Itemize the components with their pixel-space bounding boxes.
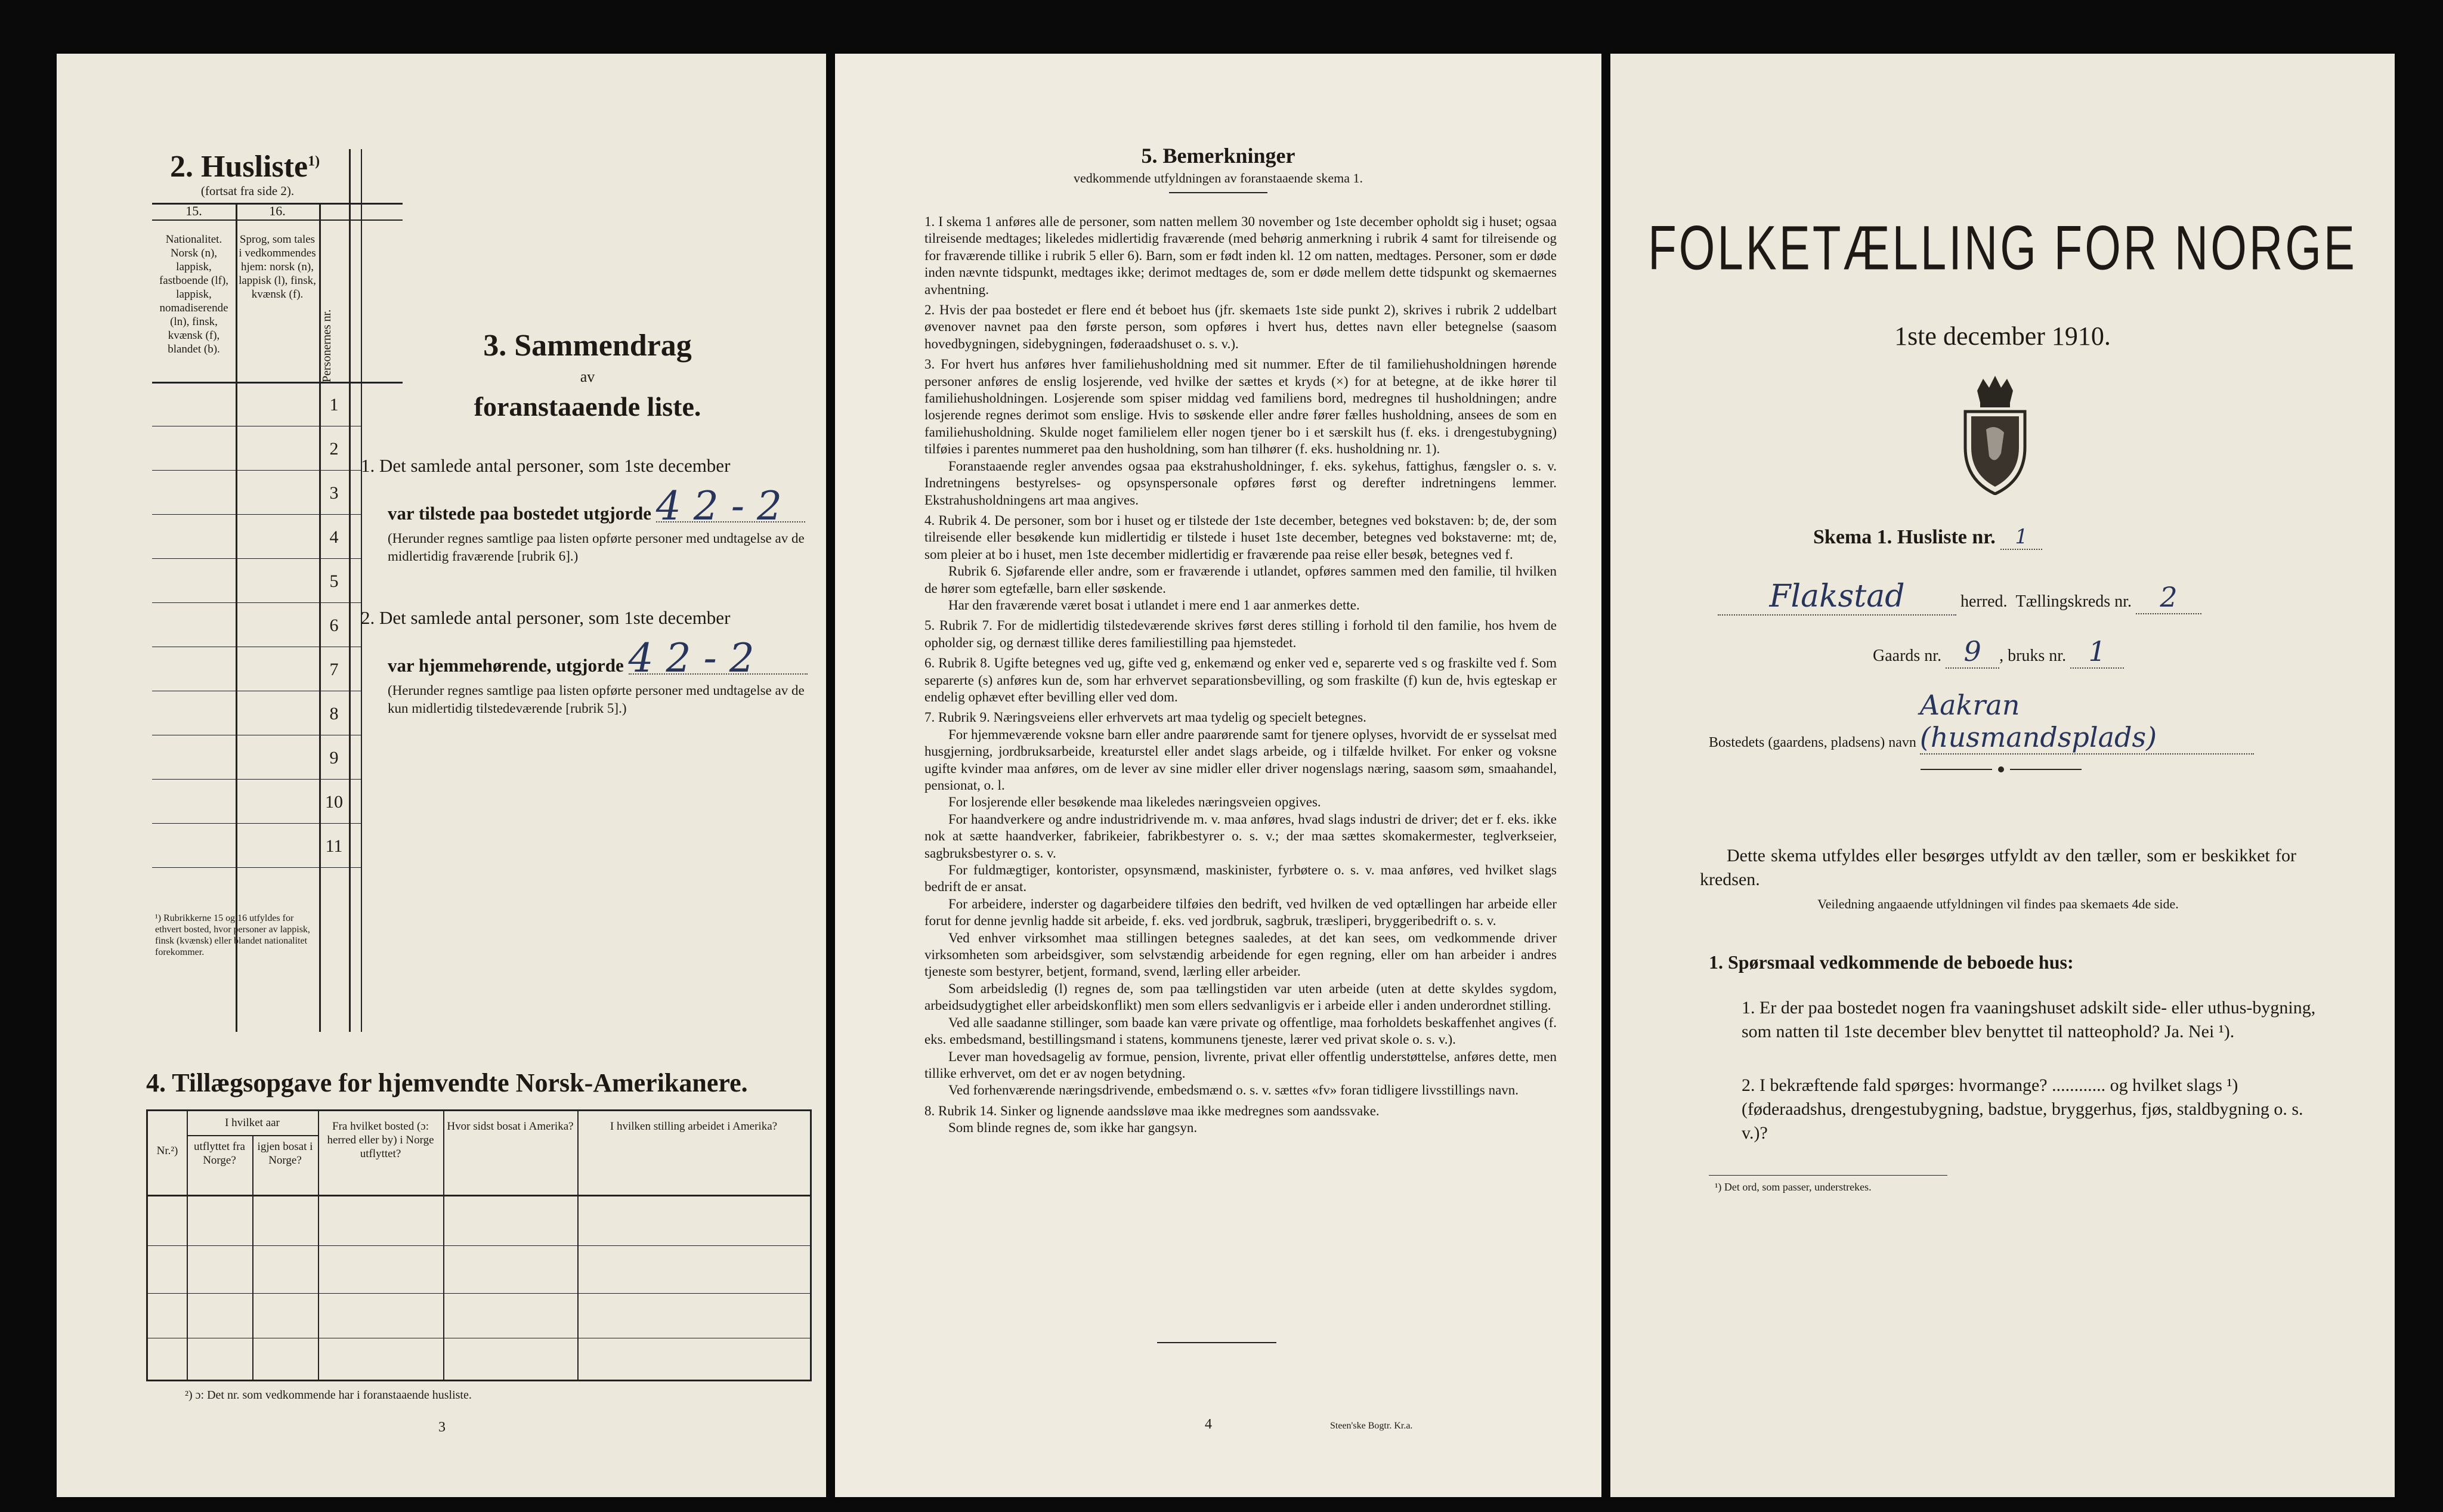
remark-paragraph: Ved alle saadanne stillinger, som baade kan være private og offentlige, maa forholdets beskaffenhet angives (f. eks. embedsmand, bestillingsmand i statens, kommunens tjeneste, lærer ved privat skole o. s. v.). (924, 1015, 1557, 1047)
col16-num: 16. (269, 203, 286, 218)
remark-paragraph: Lever man hovedsagelig av formue, pension, livrente, privat eller offentlig understøttelse, anføres dette, men tillike erhvervet, om det er av nogen betydning. (924, 1049, 1557, 1081)
tillaeg-footnote: ²) ɔ: Det nr. som vedkommende har i foranstaaende husliste. (185, 1389, 472, 1402)
remark-paragraph: 7. Rubrik 9. Næringsveiens eller erhvervets art maa tydelig og specielt betegnes. (924, 710, 1366, 725)
remark-paragraph: 8. Rubrik 14. Sinker og lignende aandssløve maa ikke medregnes som aandssvake. (924, 1103, 1380, 1118)
row-number: 5 (329, 571, 339, 591)
item1-handwritten-value[interactable]: 4 2 - 2 (656, 491, 805, 522)
col17-header: Personernes nr. (320, 309, 333, 383)
question-2: 2. I bekræftende fald spørges: hvormange? ............ og hvilket slags ¹) (føderaadshus, drengestubygning, badstue, bryggerhus, fjøs, staldbygning o. s. v.)? (1742, 1075, 2303, 1143)
sammendrag-subtitle: foranstaaende liste. (474, 391, 701, 422)
remark-paragraph: For hjemmeværende voksne barn eller andre paarørende samt for tjenere oplyses, hvorvidt de er sysselsat med husgjerning, jordbruksarbeide, kreaturstel eller andet slags arbeide, og i tilfælde hvilket. For enker og voksne ugifte kvinder maa anføres, om de lever av sine midler eller driver nogenslags næring, saasom søm, smaahandel, pensionat, o. l. (924, 726, 1557, 793)
row-line (152, 514, 361, 515)
col16-header: Sprog, som tales i vedkommendes hjem: norsk (n), lappisk (l), finsk, kvænsk (f). (239, 233, 316, 301)
col15-header: Nationalitet. Norsk (n), lappisk, fastboende (lf), lappisk, nomadiserende (ln), finsk, kvænsk (f), blandet (b). (159, 233, 229, 355)
husliste-title: 2. Husliste$^{1)}$ (170, 150, 320, 184)
remark-paragraph: For losjerende eller besøkende maa likeledes næringsveien opgives. (948, 794, 1321, 810)
remarks-list (924, 210, 1557, 1137)
row-line (152, 779, 361, 780)
bruks-value[interactable]: 1 (2070, 635, 2124, 669)
row-number: 4 (329, 527, 339, 547)
row-number: 3 (329, 483, 339, 503)
tillaeg-title: 4. Tillægsopgave for hjemvendte Norsk-Amerikanere. (146, 1068, 748, 1097)
husliste-nr-value[interactable]: 1 (2000, 525, 2042, 550)
bemerkninger-subtitle: vedkommende utfyldningen av foranstaaende skema 1. (1073, 171, 1363, 185)
remark-paragraph: For fuldmægtiger, kontorister, opsynsmænd, maskinister, fyrbøtere o. s. v. maa anføres, ved hvilket slags bedrift de er ansat. (924, 862, 1557, 895)
row-number: 2 (329, 439, 339, 459)
remark-paragraph: 6. Rubrik 8. Ugifte betegnes ved ug, gifte ved g, enkemænd og enker ved e, separerte ved s og fraskilte ved f. Som separerte (s) anføres kun de, som har erhvervet separationsbevilling, og som fraskilte (f) kun de, hvis egteskap er endelig ophævet efter bevilling eller ved dom. (924, 655, 1557, 704)
cover-footnote: ¹) Det ord, som passer, understrekes. (1715, 1181, 1872, 1193)
row-line (152, 867, 361, 868)
row-number: 6 (329, 616, 339, 635)
page-number-3: 3 (438, 1420, 446, 1435)
remark-paragraph: For haandverkere og andre industridrivende m. v. maa anføres, hvad slags industri de driver; det er f. eks. ikke nok at sætte haandverker, fabrikeier, fabrikbestyrer o. s. v.; der maa sættes skomakermester, teglverkseier, sagbruksbestyrer o. s. v. (924, 811, 1557, 861)
row-number: 1 (329, 395, 339, 415)
row-number: 11 (325, 836, 343, 856)
husliste-footnote: ¹) Rubrikkerne 15 og 16 utfyldes for ethvert bosted, hvor personer av lappisk, finsk (kvænsk) eller blandet nationalitet forekommer. (155, 913, 310, 957)
summary-item-2: 2. Det samlede antal personer, som 1ste december var hjemmehørende, utgjorde 4 2 - 2 (Herunder regnes samtlige paa listen opførte personer med undtagelse av de kun midlertidig tilstedeværende [rubrik 5].) (361, 605, 814, 718)
gaards-line: Gaards nr. 9 , bruks nr. 1 (1873, 635, 2124, 669)
remark-paragraph: Ved forhenværende næringsdrivende, embedsmænd o. s. v. sættes «fv» foran tidligere livsstillings navn. (948, 1083, 1519, 1098)
cover-intro: Dette skema utfyldes eller besørges utfyldt av den tæller, som er beskikket for kredsen. (1700, 846, 2296, 889)
skema-line: Skema 1. Husliste nr. 1 (1813, 525, 2042, 550)
questions-title: 1. Spørsmaal vedkommende de beboede hus: (1709, 951, 2074, 973)
row-number: 10 (325, 792, 343, 812)
tillaeg-col-igjen: igjen bosat i Norge? (257, 1140, 313, 1167)
remark-paragraph: Rubrik 6. Sjøfarende eller andre, som er fraværende i utlandet, opføres sammen med den familie, til hvilken de hører som egtefælle, barn eller søskende. (924, 564, 1557, 596)
row-number: 9 (329, 748, 339, 768)
row-number: 8 (329, 704, 339, 723)
remark-paragraph: Har den fraværende været bosat i utlandet i mere end 1 aar anmerkes dette. (948, 597, 1360, 613)
kreds-value[interactable]: 2 (2136, 581, 2201, 614)
bosted-line: Bostedets (gaardens, pladsens) navn Aakran (husmandsplads) (1709, 689, 2254, 755)
bosted-value[interactable]: Aakran (husmandsplads) (1920, 689, 2254, 755)
cover-title: FOLKETÆLLING FOR NORGE (1648, 212, 2357, 283)
question-1: 1. Er der paa bostedet nogen fra vaaningshuset adskilt side- eller uthus-bygning, som natten til 1ste december blev benyttet til natteophold? Ja. Nei ¹). (1742, 998, 2316, 1041)
page-1-cover (1610, 54, 2395, 1497)
tillaeg-col-amerika: Hvor sidst bosat i Amerika? (447, 1120, 574, 1133)
herred-value[interactable]: Flakstad (1718, 579, 1956, 616)
tillaeg-col-aar: I hvilket aar (225, 1117, 280, 1129)
remark-paragraph: 4. Rubrik 4. De personer, som bor i huset og er tilstede der 1ste december, betegnes ved bokstaven: b; de, der som tilreisende eller besøkende kun midlertidig er tilstede i huset 1ste december, betegnes ved bokstaverne: mt; de, som pleier at bo i huset, men 1ste december midlertidig er fraværende paa reise eller besøk, betegnes ved f. (924, 512, 1557, 562)
item2-handwritten-value[interactable]: 4 2 - 2 (629, 644, 808, 675)
row-line (152, 470, 361, 471)
tillaeg-col-utflyttet: utflyttet fra Norge? (194, 1140, 245, 1167)
remark-paragraph: 1. I skema 1 anføres alle de personer, som natten mellem 30 november og 1ste december opholdt sig i huset; ogsaa tilreisende medtages; likeledes midlertidig fraværende (med behørig anmerkning i rubrik 4 samt for tilreisende og for fraværende tillike i rubrik 5 eller 6). Barn, som er født inden kl. 12 om natten, medtages. Personer, som er døde inden nævnte tidspunkt, medtages ikke; derimot medtages de, som er døde mellem dette tidspunkt og skemaernes avhentning. (924, 214, 1557, 297)
printer-mark: Steen'ske Bogtr. Kr.a. (1330, 1421, 1413, 1431)
herred-line: Flakstad herred. Tællingskreds nr. 2 (1718, 579, 2344, 616)
row-line (152, 602, 361, 603)
husliste-subtitle: (fortsat fra side 2). (200, 184, 295, 198)
sammendrag-title: 3. Sammendrag (483, 329, 692, 363)
bemerkninger-title: 5. Bemerkninger (1141, 144, 1295, 168)
remark-paragraph: 3. For hvert hus anføres hver familiehusholdning med sit nummer. Efter de til familiehusholdningen hørende personer anføres de enslig losjerende, ved hvilke der sættes et kryds (×) for at betegne, at de ikke hører til familiehusholdningen. Losjerende som spiser middag ved familiens bord, medregnes til husholdningen; andre losjerende regnes derimot som enslige. Hvis to søskende eller andre fører fælles husholdning, ansees de som en familiehusholdning. Skulde noget familielem eller nogen tjener bo i et særskilt hus (f. eks. i drengestubygning) tilføies i parentes nummeret paa den husholdning, som han tilhører (f. eks. husholdning nr. 1). (924, 357, 1557, 457)
remark-paragraph: Som arbeidsledig (l) regnes de, som paa tællingstiden var uten arbeide (uten at dette skyldes sygdom, arbeidsudygtighet eller arbeidskonflikt) men som ellers sedvanligvis er i arbeide eller i anden underordnet stilling. (924, 981, 1557, 1013)
tillaeg-col-stilling: I hvilken stilling arbeidet i Amerika? (610, 1120, 778, 1133)
remark-paragraph: 2. Hvis der paa bostedet er flere end ét beboet hus (jfr. skemaets 1ste side punkt 2), skrives i rubrik 2 uddelbart øvenover navnet paa den første person, som opføres i hvert hus, dettes navn eller betegnelse (saasom hovedbygningen, sidebygningen, føderaadshuset o. s. v.). (924, 302, 1557, 351)
remark-paragraph: Foranstaaende regler anvendes ogsaa paa ekstrahusholdninger, f. eks. sykehus, fattighus, fængsler o. s. v. Indretningens bestyrelses- og opsynspersonale opføres først og derefter indretningens lemmer. Ekstrahusholdningens art maa angives. (924, 458, 1557, 508)
page-4 (835, 54, 1601, 1497)
tillaeg-table (146, 1109, 812, 1381)
remark-paragraph: Som blinde regnes de, som ikke har gangsyn. (948, 1120, 1198, 1136)
cover-date: 1ste december 1910. (1894, 321, 2111, 351)
remark-paragraph: Ved enhver virksomhet maa stillingen betegnes saaledes, at det kan sees, om vedkommende driver virksomheten som arbeidsgiver, som selvstændig arbeidende for egen regning, eller om han arbeider i andres tjeneste som bestyrer, betjent, formand, svend, lærling eller arbeider. (924, 930, 1557, 979)
row-line (152, 558, 361, 559)
tillaeg-col-bosted: Fra hvilket bosted (ɔ: herred eller by) i Norge utflyttet? (327, 1120, 434, 1160)
divider-ornament-icon (1921, 763, 2082, 775)
page-3 (57, 54, 826, 1497)
gaards-value[interactable]: 9 (1946, 635, 1999, 669)
remark-paragraph: 5. Rubrik 7. For de midlertidig tilstedeværende skrives først deres stilling i forhold til den familie, hos hvem de opholder sig, og dernæst tillike deres familiestilling paa hjemstedet. (924, 618, 1557, 650)
sammendrag-av: av (580, 368, 595, 385)
summary-item-1: 1. Det samlede antal personer, som 1ste december var tilstede paa bostedet utgjorde 4 2 - 2 (Herunder regnes samtlige paa listen opførte personer med undtagelse av de midlertidig fraværende [rubrik 6].) (361, 455, 805, 564)
remark-paragraph: For arbeidere, inderster og dagarbeidere tilføies den bedrift, ved hvilken de ved optællingen har arbeide eller forut for denne jevnlig hadde sit arbeide, f. eks. ved jordbruk, sagbruk, træsliperi, bryggeribedrift o. s. v. (924, 896, 1557, 929)
tillaeg-col-nr: Nr.²) (156, 1145, 178, 1157)
row-line (152, 823, 361, 824)
page-number-4: 4 (1205, 1417, 1212, 1432)
col15-num: 15. (185, 203, 202, 218)
cover-intro-sub: Veiledning angaaende utfyldningen vil findes paa skemaets 4de side. (1817, 896, 2179, 911)
row-number: 7 (329, 660, 339, 679)
norway-lion-crest-icon (1953, 376, 2037, 495)
